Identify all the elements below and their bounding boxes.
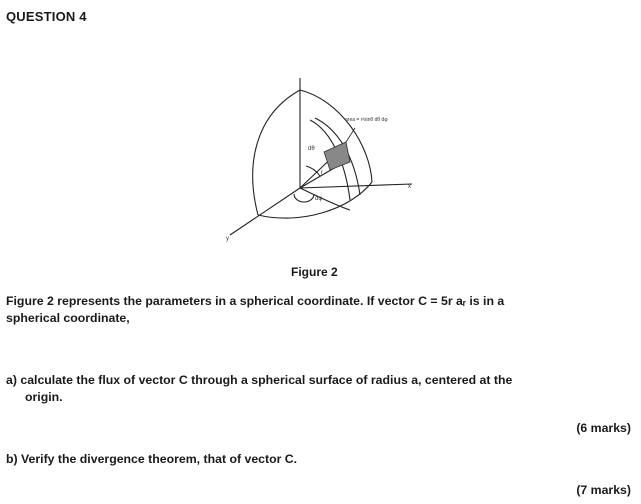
intro-line-2: spherical coordinate, (6, 311, 130, 325)
y-axis-line (230, 188, 300, 235)
question-heading: QUESTION 4 (6, 9, 87, 24)
equator-arc (300, 188, 350, 210)
x-axis-line (300, 184, 412, 188)
part-a-line-1: a) calculate the flux of vector C through a spherical surface of radius a, centered at the (6, 373, 513, 387)
intro-paragraph (6, 293, 634, 327)
theta-label: dθ (308, 146, 315, 152)
part-a-marks: (6 marks) (576, 421, 631, 435)
y-axis-label: y (226, 236, 229, 242)
phi-label: dφ (315, 196, 323, 202)
figure-caption: Figure 2 (291, 265, 338, 279)
surface-element-patch (324, 142, 350, 170)
intro-line-1: Figure 2 represents the parameters in a spherical coordinate. If vector C = 5r aᵣ is in a (6, 294, 505, 308)
sphere-outline-left (253, 90, 300, 215)
phi-arc (294, 194, 314, 202)
part-a-line-2: origin. (25, 390, 63, 404)
r-label: r (321, 170, 323, 176)
part-b-marks: (7 marks) (576, 483, 631, 497)
area-annotation: area = r²sinθ dθ dφ (345, 117, 388, 123)
x-axis-label: x (408, 184, 411, 190)
annotation-leader (346, 128, 355, 142)
part-b-line-1: b) Verify the divergence theorem, that of vector C. (6, 452, 298, 466)
spherical-coordinate-figure (220, 70, 420, 245)
